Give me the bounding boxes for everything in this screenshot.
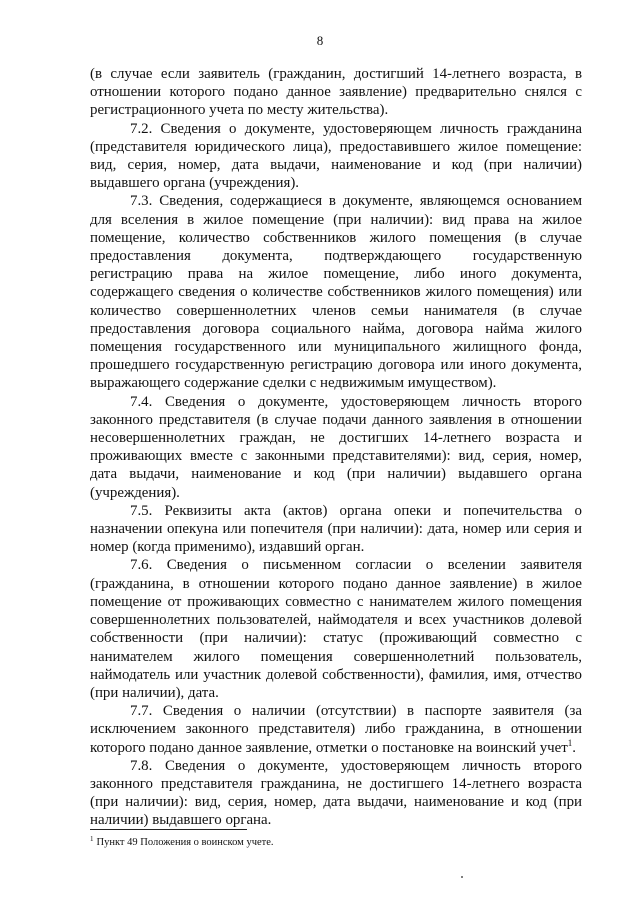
paragraph-7-5: 7.5. Реквизиты акта (актов) органа опеки и попечительства о назначении опекуна или попечителя (при наличии): дата, номер или серия и номер (когда применимо), издавший орган. bbox=[90, 502, 582, 556]
document-body bbox=[90, 65, 582, 830]
page-number: 8 bbox=[316, 33, 324, 48]
paragraph-7-7 bbox=[90, 702, 582, 757]
footnote-mark: 1 bbox=[90, 834, 94, 843]
paragraph-continuation: (в случае если заявитель (гражданин, достигший 14-летнего возраста, в отношении которого подано данное заявление) предварительно снялся с регистрационного учета по месту жительства). bbox=[90, 66, 582, 119]
paragraph-7-4: 7.4. Сведения о документе, удостоверяющем личность второго законного представителя (в случае подачи данного заявления в отношении несовершеннолетних граждан, не достигших 14-летнего возраста и проживающих вместе с законными представителями): вид, серия, номер, дата выдачи, наименование и код (при наличии) выдавшего органа (учреждения). bbox=[90, 393, 582, 501]
scan-artifact-dot bbox=[461, 876, 463, 878]
paragraph-7-6: 7.6. Сведения о письменном согласии о вселении заявителя (гражданина, в отношении которого подано данное заявление) в жилое помещение от проживающих совместно с нанимателем жилого помещения совершеннолетних пользователей, наймодателя и всех участников долевой собственности (при наличии): статус (проживающий совместно с нанимателем жилого помещения совершеннолетний пользователь, наймодатель или участник долевой собственности), фамилия, имя, отчество (при наличии), дата. bbox=[90, 557, 582, 701]
paragraph-7-7-tail: . bbox=[572, 739, 576, 756]
footnote-separator bbox=[90, 829, 247, 830]
footnote-reference[interactable]: 1 bbox=[567, 737, 573, 748]
footnote-text: Пункт 49 Положения о воинском учете. bbox=[96, 837, 274, 848]
paragraph-7-2: 7.2. Сведения о документе, удостоверяющем личность гражданина (представителя юридического лица), предоставившего жилое помещение: вид, серия, номер, дата выдачи, наименование и код (при наличии) выдавшего органа (учреждения). bbox=[90, 120, 582, 192]
footnote bbox=[90, 836, 582, 849]
paragraph-7-3: 7.3. Сведения, содержащиеся в документе, являющемся основанием для вселения в жилое помещение (при наличии): вид права на жилое помещение, количество собственников жилого помещения (в случае предоставления документа, подтверждающего государственную регистрацию права на жилое помещение, либо иного документа, содержащего сведения о количестве собственников жилого помещения) или количество совершеннолетних членов семьи нанимателя (в случае предоставления договора социального найма, договора найма жилого помещения государственного или муниципального жилищного фонда, прошедшего государственную регистрацию договора или иного документа, выражающего содержание сделки с недвижимым имуществом). bbox=[90, 193, 582, 392]
paragraph-7-7-text: 7.7. Сведения о наличии (отсутствии) в паспорте заявителя (за исключением законного представителя) либо гражданина, в отношении которого подано данное заявление, отметки о постановке на воинский учет bbox=[90, 703, 582, 756]
paragraph-7-8: 7.8. Сведения о документе, удостоверяющем личность второго законного представителя гражданина, не достигшего 14-летнего возраста (при наличии): вид, серия, номер, дата выдачи, наименование и код (при наличии) выдавшего органа. bbox=[90, 757, 582, 829]
